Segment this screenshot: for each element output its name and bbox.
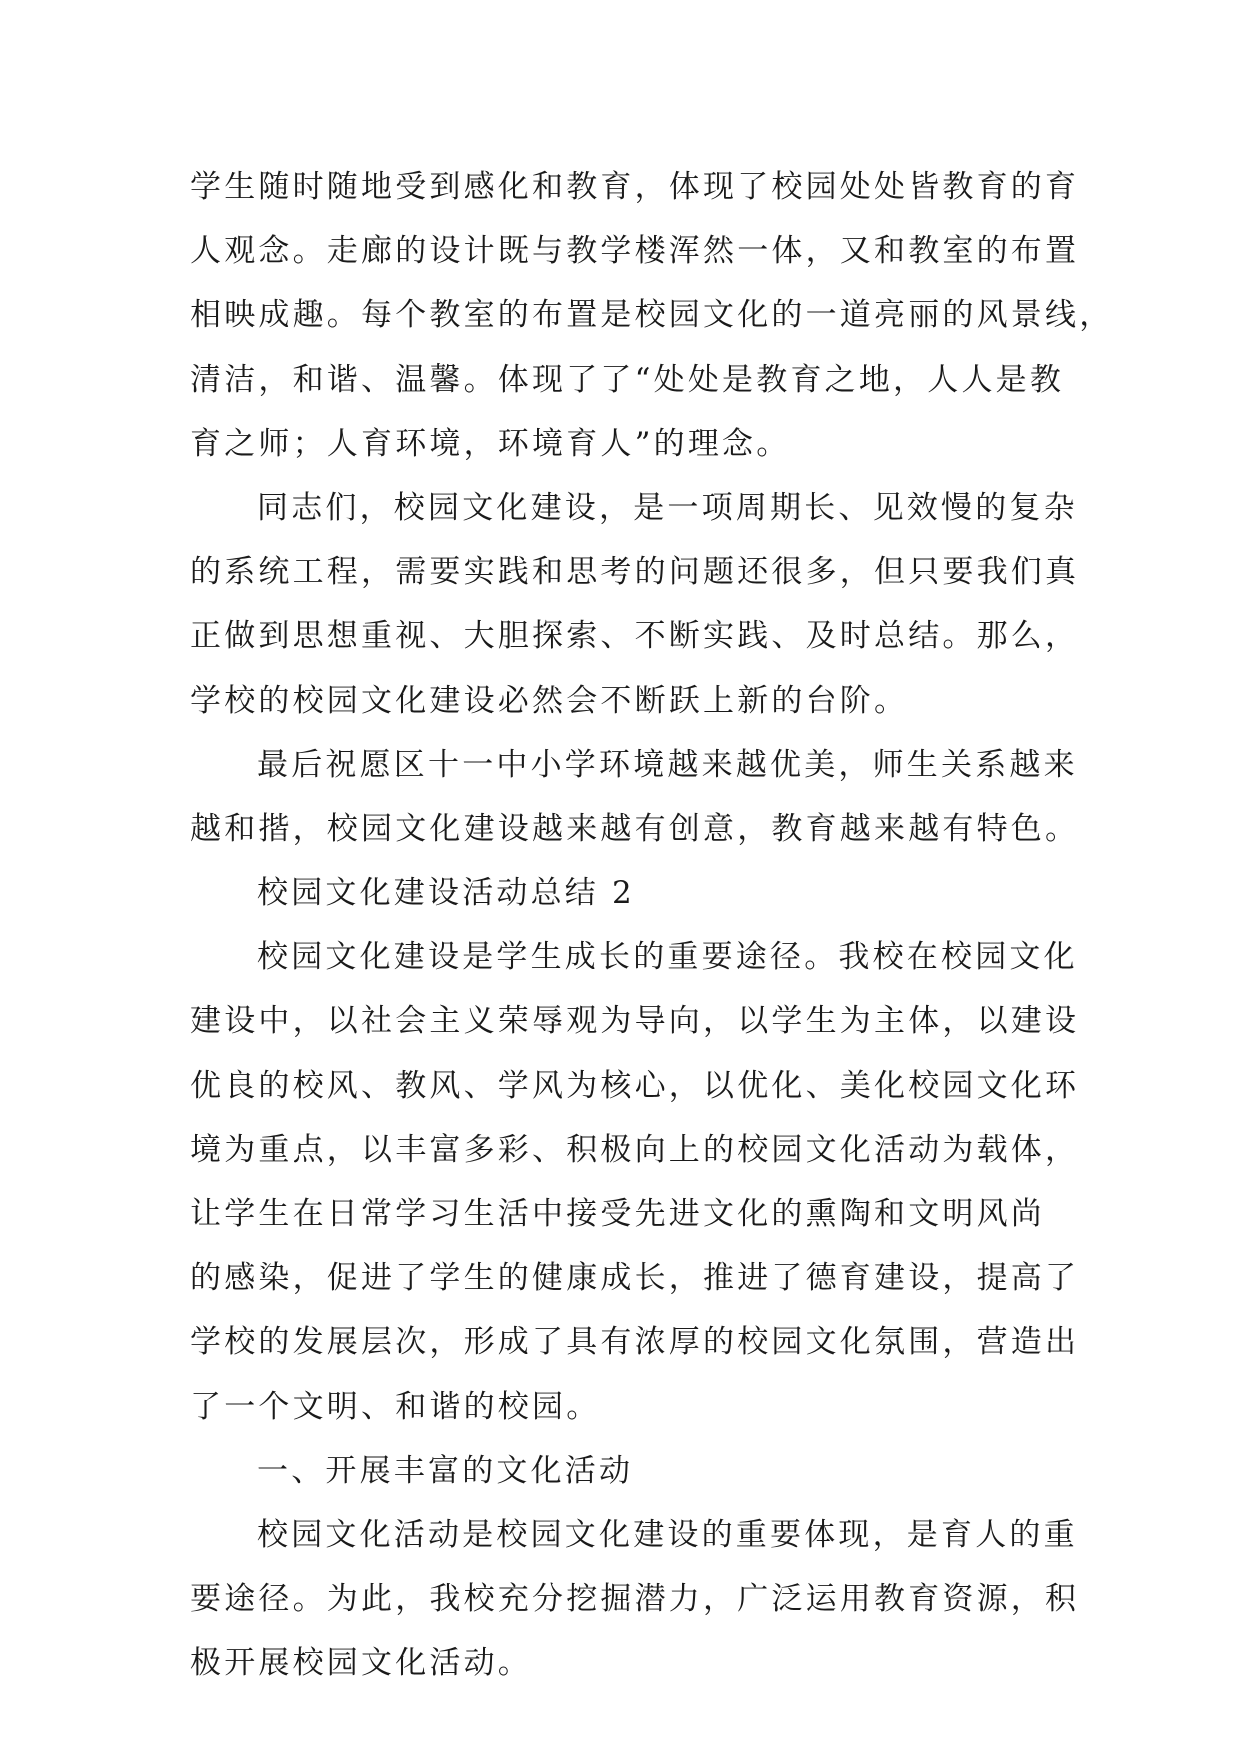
text-line: 学校的发展层次，形成了具有浓厚的校园文化氛围，营造出 (190, 1324, 1080, 1361)
text-line: 了一个文明、和谐的校园。 (190, 1388, 601, 1425)
paragraph-start-line: 最后祝愿区十一中小学环境越来越优美，师生关系越来 (257, 746, 1078, 783)
text-line: 要途径。为此，我校充分挖掘潜力，广泛运用教育资源，积 (190, 1581, 1080, 1618)
text-line: 育之师；人育环境，环境育人”的理念。 (190, 425, 791, 462)
text-line: 的系统工程，需要实践和思考的问题还很多，但只要我们真 (190, 554, 1080, 591)
text-line: 让学生在日常学习生活中接受先进文化的熏陶和文明风尚 (190, 1196, 1045, 1232)
paragraph-start-line: 校园文化建设是学生成长的重要途径。我校在校园文化 (257, 939, 1078, 976)
text-line: 学校的校园文化建设必然会不断跃上新的台阶。 (190, 682, 909, 719)
text-line: 建设中，以社会主义荣辱观为导向，以学生为主体，以建设 (190, 1003, 1080, 1040)
text-line: 正做到思想重视、大胆探索、不断实践、及时总结。那么， (190, 618, 1080, 655)
text-line: 极开展校园文化活动。 (190, 1645, 532, 1682)
paragraph-start-line: 校园文化活动是校园文化建设的重要体现，是育人的重 (257, 1516, 1078, 1553)
text-line: 学生随时随地受到感化和教育，体现了校园处处皆教育的育 (190, 169, 1080, 205)
text-line: 清洁，和谐、温馨。体现了了“处处是教育之地，人人是教 (190, 361, 1065, 398)
text-line: 人观念。走廊的设计既与教学楼浑然一体，又和教室的布置 (190, 233, 1080, 270)
text-line: 越和揩，校园文化建设越来越有创意，教育越来越有特色。 (190, 810, 1080, 847)
paragraph-start-line: 同志们，校园文化建设，是一项周期长、见效慢的复杂 (257, 489, 1078, 526)
text-line: 境为重点，以丰富多彩、积极向上的校园文化活动为载体， (190, 1131, 1080, 1168)
text-line: 优良的校风、教风、学风为核心，以优化、美化校园文化环 (190, 1067, 1080, 1104)
document-body (190, 155, 1114, 1696)
text-line: 相映成趣。每个教室的布置是校园文化的一道亮丽的风景线， (190, 297, 1114, 334)
text-line: 的感染，促进了学生的健康成长，推进了德育建设，提高了 (190, 1260, 1080, 1297)
section-heading: 一、开展丰富的文化活动 (257, 1452, 634, 1489)
section-title: 校园文化建设活动总结 2 (257, 875, 635, 912)
